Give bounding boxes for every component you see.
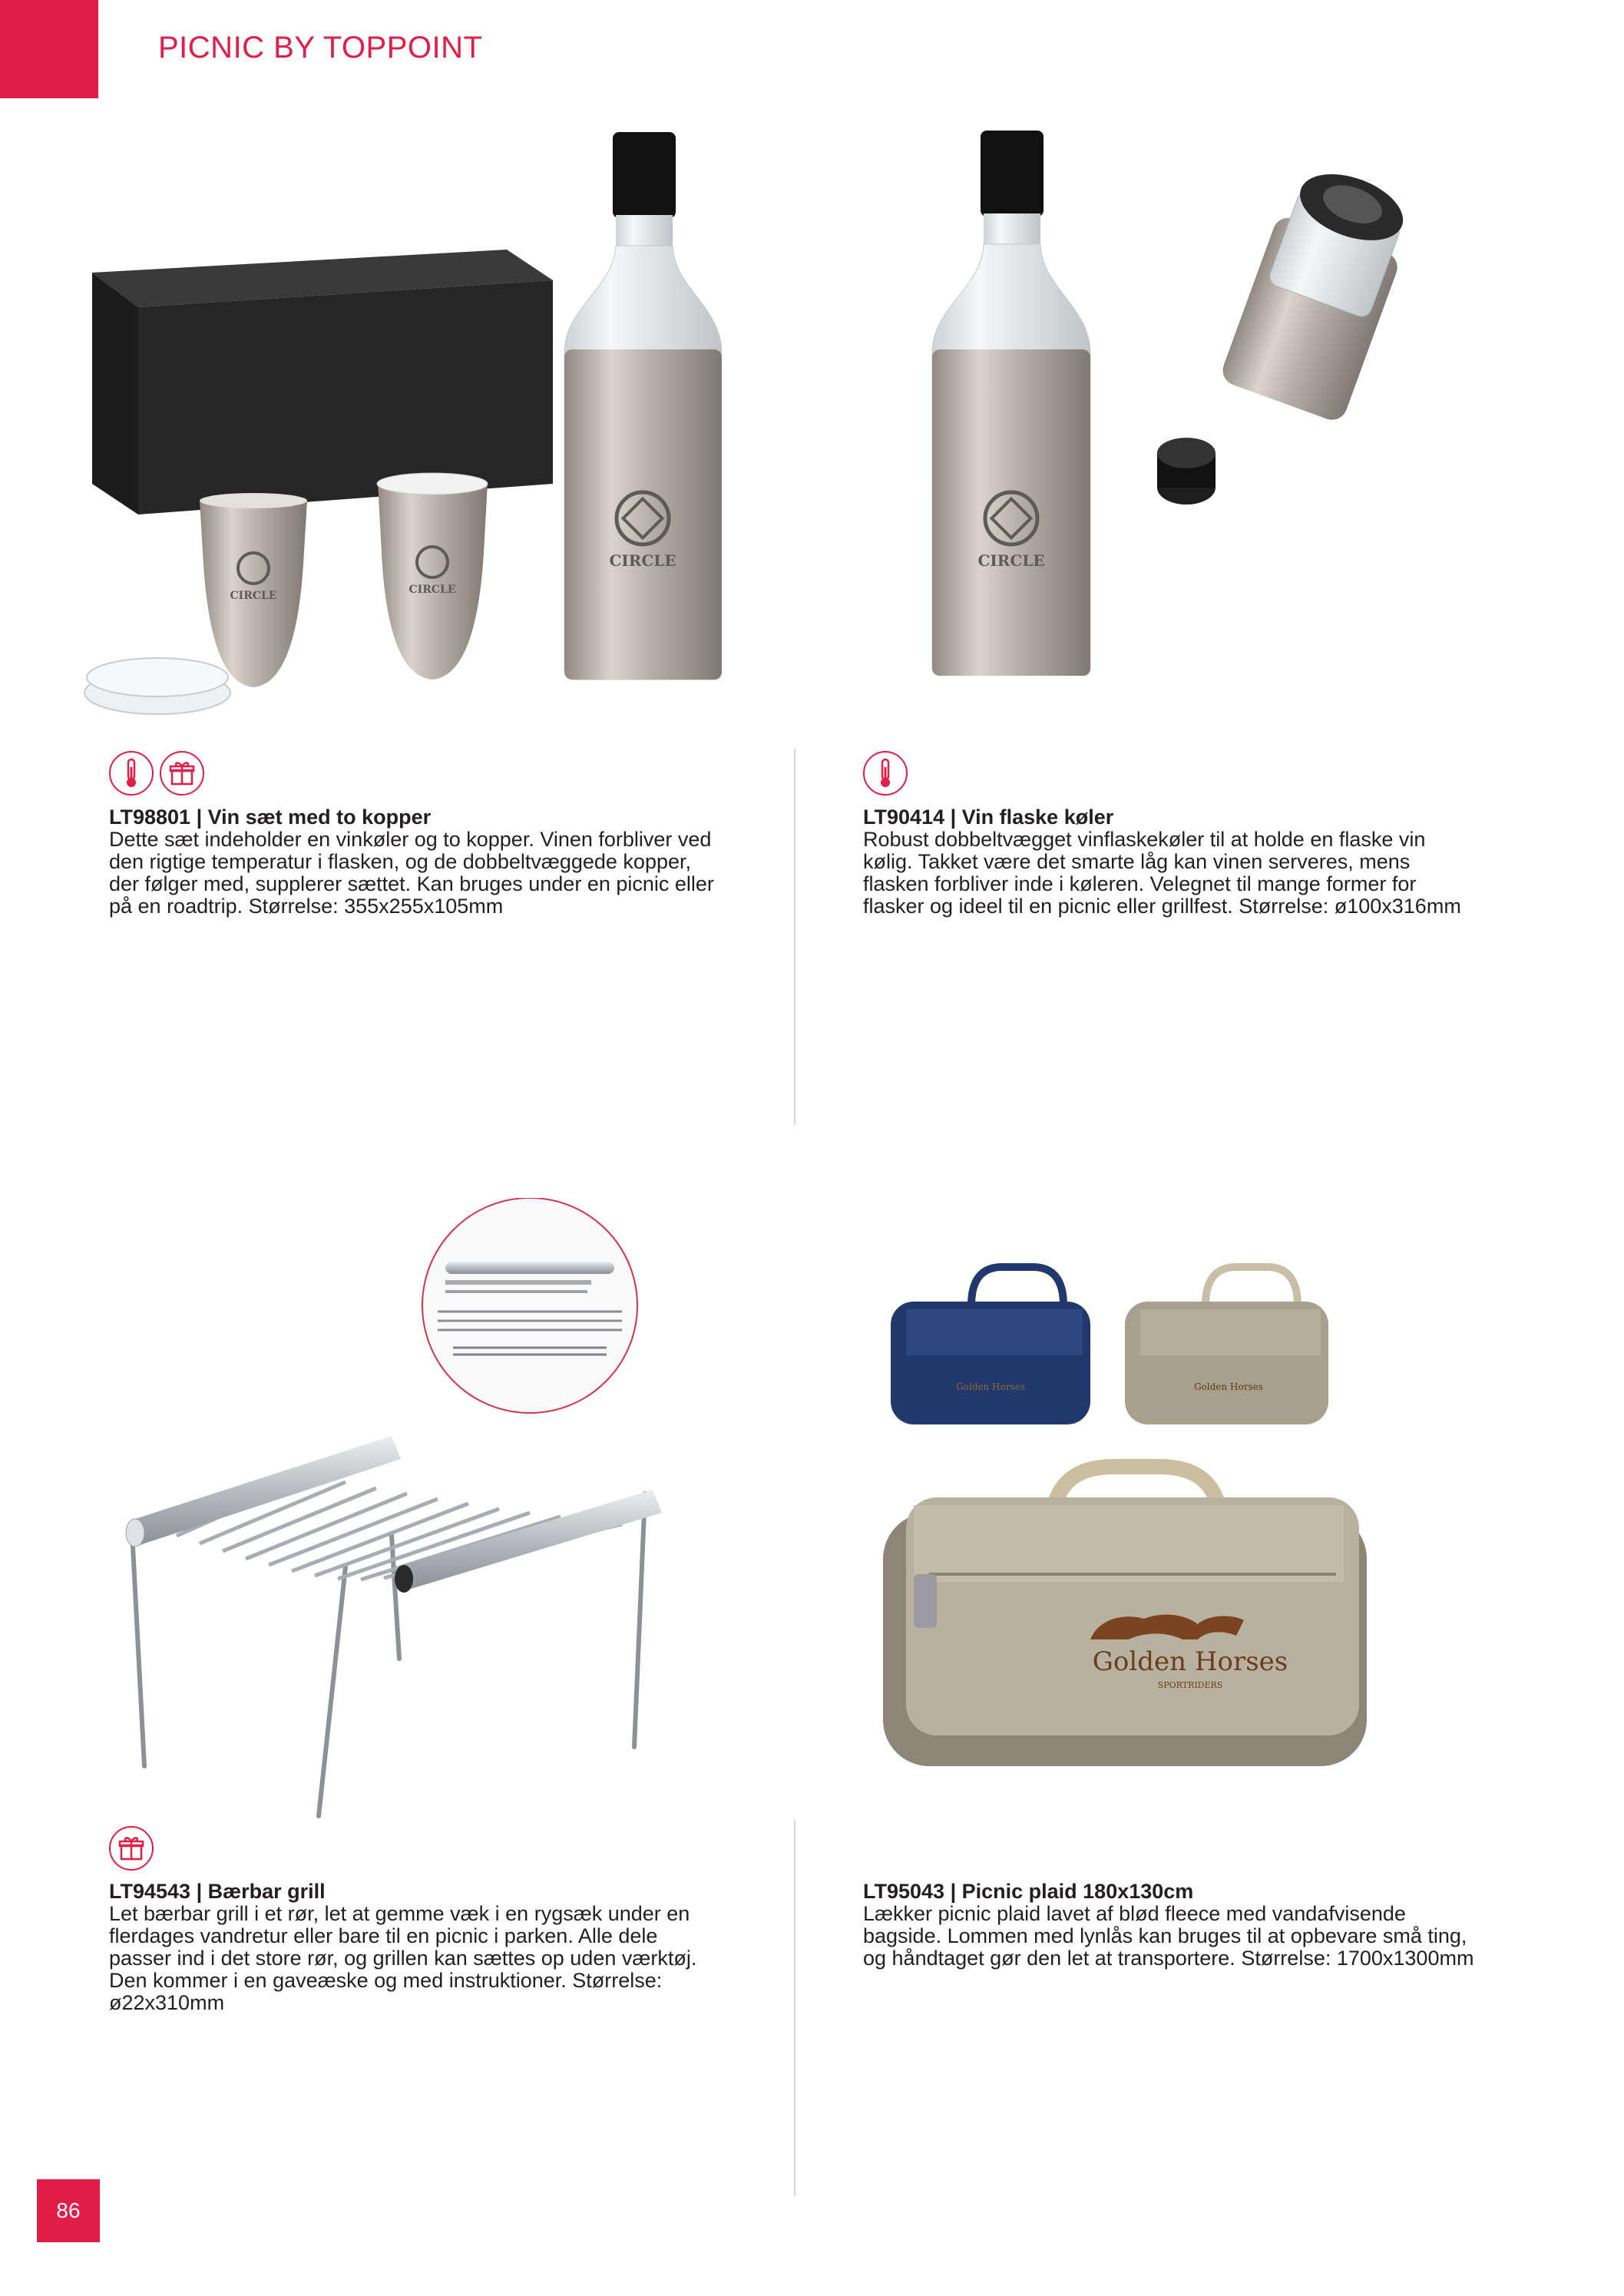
column-divider-bottom	[794, 1820, 795, 2196]
product-1-icons	[109, 751, 204, 796]
product-title: LT95043 | Picnic plaid 180x130cm	[863, 1880, 1194, 1903]
cup-right-shape	[377, 473, 488, 680]
cup-lids-shape	[84, 658, 230, 714]
product-2-text	[863, 806, 1477, 918]
cooler-open-view-shape	[1219, 157, 1413, 425]
product-description: Let bærbar grill i et rør, let at gemme væk i en rygsæk under en flerdages vandretur eller bare til en picnic i parken. Alle dele passer ind i det store rør, og grillen kan sættes op uden værktøj. Den kommer i en gaveæske og med instruktioner. Størrelse: ø22x310mm	[109, 1902, 697, 2014]
grill-parts-zoom-circle	[422, 1198, 637, 1413]
grill-legs-shape	[132, 1494, 645, 1816]
product-title: LT90414 | Vin flaske køler	[863, 806, 1114, 829]
wine-set-image	[61, 123, 722, 753]
svg-text:Golden Horses: Golden Horses	[1194, 1381, 1263, 1392]
gift-box-shape	[92, 250, 553, 514]
section-title: PICNIC BY TOPPOINT	[158, 31, 483, 65]
page-number: 86	[37, 2179, 100, 2242]
product-description: Robust dobbeltvægget vinflaskekøler til at holde en flaske vin kølig. Takket være det smarte låg kan vinen serveres, mens flasken forbliver inde i køleren. Velegnet til mange former for flasker og ideel til en picnic eller grillfest. Størrelse: ø100x316mm	[863, 828, 1461, 918]
cooler-bottle-shape	[932, 131, 1090, 676]
wine-bottle-shape	[564, 132, 722, 680]
blanket-navy-small-shape	[891, 1267, 1090, 1424]
thermometer-icon	[109, 751, 154, 796]
bottle-cooler-image	[921, 131, 1413, 676]
svg-text:CIRCLE: CIRCLE	[609, 551, 676, 570]
cup-left-shape	[200, 493, 307, 687]
product-2-icons	[863, 751, 908, 796]
product-1-text	[109, 806, 723, 918]
product-4-text	[863, 1881, 1477, 1970]
blanket-large-shape	[883, 1467, 1367, 1766]
product-title: LT98801 | Vin sæt med to kopper	[109, 806, 432, 829]
product-3-icons	[109, 1826, 154, 1871]
svg-text:CIRCLE: CIRCLE	[977, 551, 1045, 570]
gift-icon	[160, 751, 204, 796]
product-description: Dette sæt indeholder en vinkøler og to kopper. Vinen forbliver ved den rigtige temperatur i flasken, og de dobbeltvæggede kopper, der følger med, supplerer sættet. Kan bruges under en picnic eller på en roadtrip. Størrelse: 355x255x105mm	[109, 828, 714, 918]
corner-accent-block	[0, 0, 98, 98]
cooler-cap-shape	[1157, 438, 1216, 505]
product-title: LT94543 | Bærbar grill	[109, 1880, 326, 1903]
svg-text:Golden Horses: Golden Horses	[1092, 1646, 1288, 1677]
svg-text:CIRCLE: CIRCLE	[230, 590, 277, 602]
gift-icon	[109, 1826, 154, 1871]
thermometer-icon	[863, 751, 908, 796]
blanket-taupe-small-shape	[1125, 1267, 1328, 1424]
product-description: Lækker picnic plaid lavet af blød fleece med vandafvisende bagside. Lommen med lynlås kan bruges til at opbevare små ting, og håndtaget gør den let at transportere. Størrelse: 1700x1300mm	[863, 1902, 1474, 1970]
svg-text:Golden Horses: Golden Horses	[956, 1381, 1025, 1392]
product-3-text	[109, 1881, 723, 2014]
svg-text:CIRCLE: CIRCLE	[408, 584, 456, 596]
picnic-blanket-image	[868, 1252, 1574, 1774]
svg-text:SPORTRIDERS: SPORTRIDERS	[1157, 1680, 1223, 1690]
column-divider-top	[794, 749, 795, 1125]
portable-grill-image	[84, 1198, 760, 1828]
